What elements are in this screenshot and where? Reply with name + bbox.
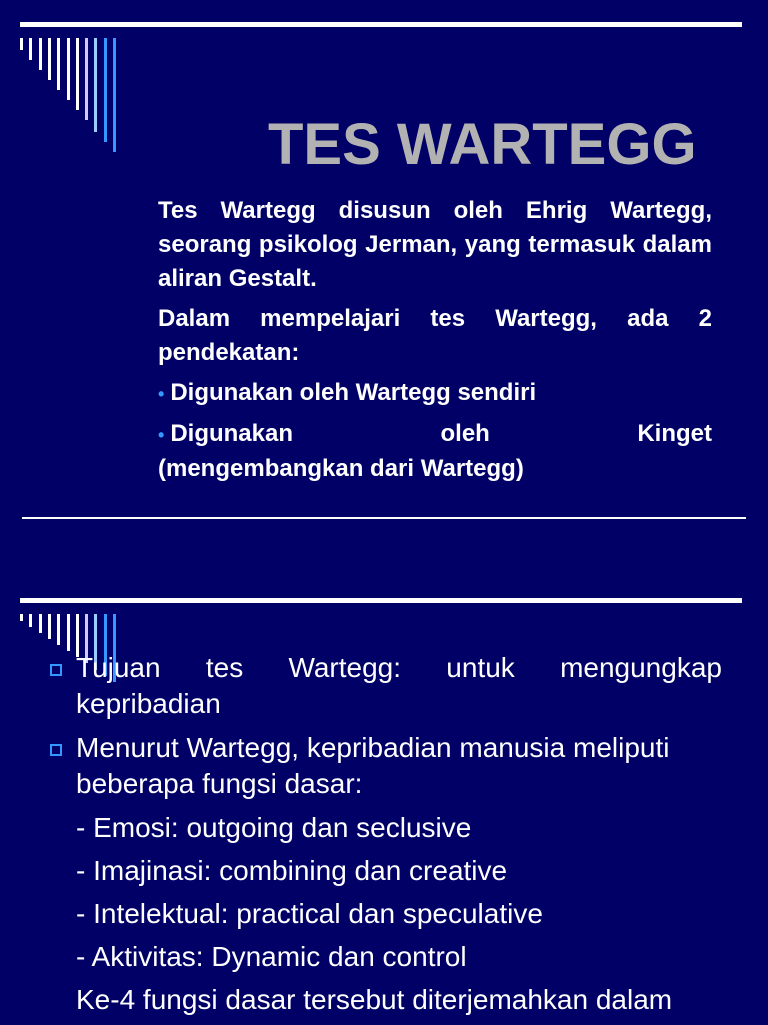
sub-item: - Emosi: outgoing dan seclusive <box>76 812 472 843</box>
decor-stripe <box>76 38 79 110</box>
sub-item: - Imajinasi: combining dan creative <box>76 855 508 886</box>
decor-stripe <box>104 38 107 142</box>
top-rule <box>20 22 742 27</box>
slide-divider <box>22 517 746 519</box>
decor-stripe <box>57 38 60 90</box>
decor-stripe <box>29 38 32 60</box>
list-item-purpose <box>50 650 722 722</box>
square-bullet-icon <box>50 664 62 676</box>
word: Tujuan <box>76 652 161 683</box>
bullet-text: Digunakan oleh Wartegg sendiri <box>170 379 537 406</box>
decor-stripe <box>85 38 88 120</box>
word: mempelajari <box>260 305 401 332</box>
word: untuk <box>446 652 515 683</box>
square-bullet-icon <box>50 744 62 756</box>
word: oleh <box>440 420 490 447</box>
top-rule <box>20 598 742 603</box>
slide-2-body <box>50 650 722 1025</box>
bullet-item-2 <box>158 417 712 452</box>
decor-stripe <box>20 38 23 50</box>
word: tes <box>430 305 466 332</box>
item-line: Menurut Wartegg, kepribadian manusia meliputi <box>76 732 670 763</box>
decor-stripe <box>29 614 32 627</box>
decor-stripe <box>48 38 51 80</box>
word: Dalam <box>158 305 231 332</box>
sub-item: - Intelektual: practical dan speculative <box>76 898 543 929</box>
word: Digunakan <box>170 420 293 447</box>
decor-stripe <box>113 38 116 152</box>
approach-line-2: pendekatan: <box>158 339 300 366</box>
bullet-icon: • <box>158 425 165 445</box>
item-line: kepribadian <box>76 688 221 719</box>
word: Kinget <box>637 420 712 447</box>
decor-stripe <box>20 614 23 621</box>
word: mengungkap <box>560 652 722 683</box>
approach-line <box>158 302 712 336</box>
decor-stripe <box>67 38 70 100</box>
decor-stripe <box>39 614 42 633</box>
list-item-functions <box>50 730 722 802</box>
slide-1-body <box>158 194 712 492</box>
slide-2 <box>0 560 768 1024</box>
item-line <box>76 650 722 686</box>
word: ada <box>627 305 669 332</box>
bullet-icon: • <box>158 384 165 404</box>
decor-stripe <box>48 614 51 639</box>
decor-stripe <box>67 614 70 651</box>
bullet-item-2-continued: (mengembangkan dari Wartegg) <box>158 455 524 482</box>
word: Wartegg: <box>288 652 402 683</box>
item-line: beberapa fungsi dasar: <box>76 768 363 799</box>
bullet-item-1 <box>158 376 712 411</box>
decor-stripe <box>39 38 42 70</box>
word: Wartegg, <box>495 305 597 332</box>
bullet-first-word <box>158 417 293 452</box>
word: tes <box>205 652 244 683</box>
decor-stripe <box>57 614 60 645</box>
sub-item: - Aktivitas: Dynamic dan control <box>76 941 467 972</box>
slide-title: TES WARTEGG <box>268 112 697 177</box>
word: 2 <box>698 305 712 332</box>
decor-stripe <box>94 38 97 132</box>
closing-text: Ke-4 fungsi dasar tersebut diterjemahkan dalam <box>76 984 673 1015</box>
intro-paragraph: Tes Wartegg disusun oleh Ehrig Wartegg, seorang psikolog Jerman, yang termasuk dalam aliran Gestalt. <box>158 197 712 292</box>
